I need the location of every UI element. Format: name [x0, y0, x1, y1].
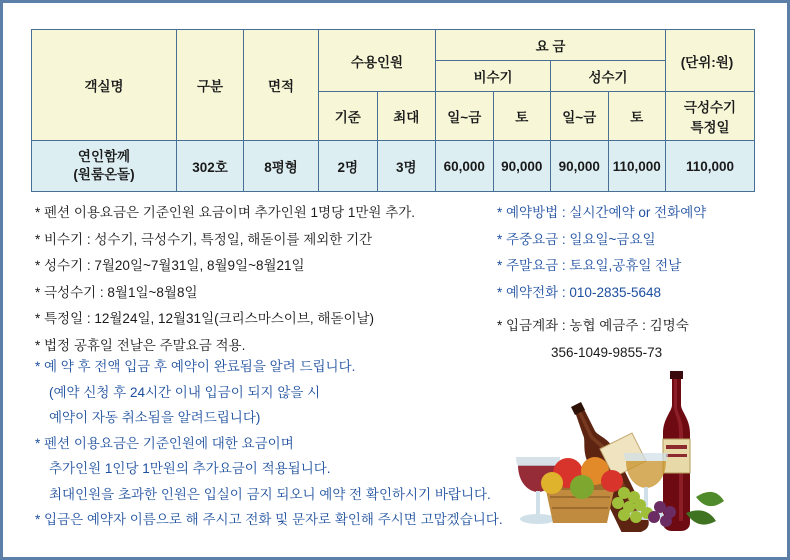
header-fee: 요 금 [436, 30, 666, 61]
note-item: * 극성수기 : 8월1일~8월8일 [35, 284, 198, 300]
note-item: * 성수기 : 7월20일~7월31일, 8월9일~8월21일 [35, 258, 305, 273]
bottom-note-item: 추가인원 1인당 1만원의 추가요금이 적용됩니다. [49, 461, 331, 476]
cell-offseason-saturday: 90,000 [493, 141, 551, 192]
cell-area: 8평형 [244, 141, 319, 192]
header-offseason: 비수기 [436, 61, 551, 92]
table-row [32, 141, 755, 192]
header-superpeak-line1: 극성수기 [683, 100, 737, 115]
bottom-note-item: 예약이 자동 취소됨을 알려드립니다) [49, 410, 261, 425]
note-item: * 비수기 : 성수기, 극성수기, 특정일, 해돋이를 제외한 기간 [35, 231, 373, 247]
note-item: * 특정일 : 12월24일, 12월31일(크리스마스이브, 해돋이날) [35, 311, 375, 326]
reservation-method-note: * 예약방법 : 실시간예약 or 전화예약 [497, 205, 707, 220]
header-capacity-max: 최대 [377, 92, 436, 141]
header-superpeak-line2: 특정일 [690, 120, 730, 135]
notes-left-column [35, 206, 465, 365]
weekday-rate-note: * 주중요금 : 일요일~금요일 [497, 231, 656, 247]
header-type: 구분 [177, 30, 244, 141]
header-offseason-weekday: 일~금 [436, 92, 494, 141]
header-peak: 성수기 [551, 61, 666, 92]
header-offseason-saturday: 토 [493, 92, 551, 141]
cell-capacity-max: 3명 [377, 141, 436, 192]
table-header-row-1 [32, 30, 755, 61]
cell-type: 302호 [177, 141, 244, 192]
room-name-line2: (원룸온돌) [73, 167, 135, 182]
header-room-name: 객실명 [32, 30, 177, 141]
header-unit: (단위:원) [666, 30, 755, 92]
header-capacity: 수용인원 [319, 30, 436, 92]
header-superpeak [666, 92, 755, 141]
bank-account-note: * 입금계좌 : 농협 예금주 : 김명숙 [497, 318, 689, 333]
rate-table [31, 29, 755, 192]
header-peak-saturday: 토 [608, 92, 666, 141]
bottom-note-item: * 예 약 후 전액 입금 후 예약이 완료됨을 알려 드립니다. [35, 359, 356, 374]
bottom-note-item: * 펜션 이용요금은 기준인원에 대한 요금이며 [35, 435, 294, 451]
note-item: * 법정 공휴일 전날은 주말요금 적용. [35, 337, 246, 353]
cell-offseason-weekday: 60,000 [436, 141, 494, 192]
reservation-phone-note: * 예약전화 : 010-2835-5648 [497, 284, 662, 300]
rate-table-body [32, 141, 755, 192]
rate-table-header [32, 30, 755, 141]
room-name-line1: 연인함께 [77, 148, 131, 164]
note-item: * 펜션 이용요금은 기준인원 요금이며 추가인원 1명당 1만원 추가. [35, 205, 416, 220]
notes-right-column [497, 206, 787, 372]
sheet-inner [3, 3, 787, 557]
cell-superpeak: 110,000 [666, 141, 755, 192]
weekend-rate-note: * 주말요금 : 토요일,공휴일 전날 [497, 258, 682, 273]
notes-section [27, 206, 763, 376]
header-peak-weekday: 일~금 [551, 92, 609, 141]
bank-account-number: 356-1049-9855-73 [551, 344, 663, 360]
bottom-note-item: 최대인원을 초과한 인원은 입실이 금지 되오니 예약 전 확인하시기 바랍니다. [49, 486, 491, 502]
bottom-notes-section [35, 360, 505, 539]
wine-and-fruit-still-life-image [500, 357, 770, 532]
bottom-note-item: (예약 신청 후 24시간 이내 입금이 되지 않을 시 [49, 384, 321, 400]
cell-capacity-standard: 2명 [319, 141, 378, 192]
bottom-note-item: * 입금은 예약자 이름으로 해 주시고 전화 및 문자로 확인해 주시면 고맙겠습니다. [35, 512, 503, 527]
header-capacity-standard: 기준 [319, 92, 378, 141]
cell-room-name [32, 141, 177, 192]
cell-peak-weekday: 90,000 [551, 141, 609, 192]
cell-peak-saturday: 110,000 [608, 141, 666, 192]
header-area: 면적 [244, 30, 319, 141]
